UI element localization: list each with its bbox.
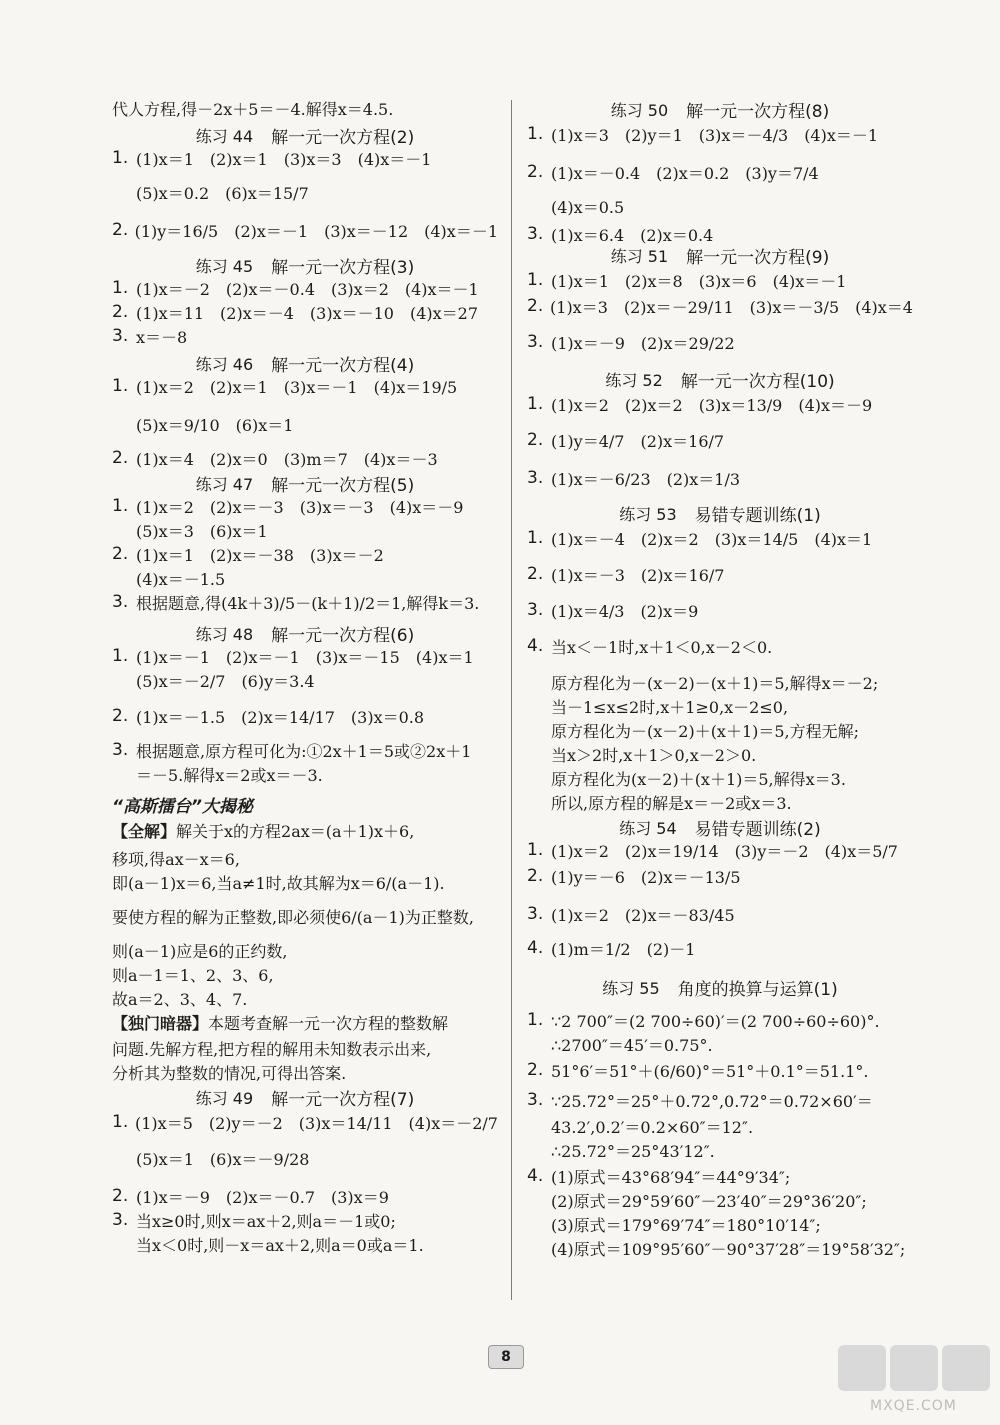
item-number: 3.: [112, 326, 129, 346]
answer-continuation: ∴25.72°＝25°43′12″.: [551, 1141, 715, 1161]
answer-continuation: 原方程化为(x－2)＋(x＋1)＝5,解得x＝3.: [551, 769, 846, 789]
paragraph-tag: 【全解】: [112, 821, 177, 841]
item-text: (1)x＝11 (2)x＝－4 (3)x＝－10 (4)x＝27: [136, 303, 479, 323]
item-text: (1)x＝－2 (2)x＝－0.4 (3)x＝2 (4)x＝－1: [136, 279, 479, 299]
item-text: (1)x＝3 (2)x＝－29/11 (3)x＝－3/5 (4)x＝4: [550, 297, 913, 317]
item-text: (1)y＝－6 (2)x＝－13/5: [551, 867, 741, 887]
section-heading: [112, 351, 498, 375]
item-number: 2.: [527, 162, 544, 182]
answer-item: [527, 122, 913, 146]
section-heading: [527, 367, 913, 391]
answer-continuation: 原方程化为－(x－2)＋(x＋1)＝5,方程无解;: [551, 721, 860, 741]
item-text: (1)x＝1 (2)x＝8 (3)x＝6 (4)x＝－1: [551, 271, 847, 291]
item-text: 当x≥0时,则x＝ax＋2,则a＝－1或0;: [136, 1211, 396, 1231]
section-title: 角度的换算与运算(1): [677, 979, 838, 1000]
answer-item: [527, 526, 913, 550]
answer-item: [527, 160, 913, 184]
text-line: 即(a－1)x＝6,当a≠1时,故其解为x＝6/(a－1).: [112, 873, 445, 893]
answer-continuation: (5)x＝9/10 (6)x＝1: [136, 415, 294, 435]
answer-item: [527, 294, 913, 318]
answer-continuation: 所以,原方程的解是x＝－2或x＝3.: [551, 793, 792, 813]
item-text: (1)x＝－1 (2)x＝－1 (3)x＝－15 (4)x＝1: [136, 647, 474, 667]
section-heading: [112, 123, 498, 147]
answer-continuation: (4)x＝－1.5: [136, 569, 226, 589]
item-number: 1.: [527, 1010, 544, 1030]
section-label: 练习 53: [619, 504, 677, 524]
item-number: 3.: [527, 904, 544, 924]
text-line: 问题.先解方程,把方程的解用未知数表示出来,: [112, 1039, 432, 1059]
answer-item: [527, 838, 913, 862]
answer-item: [527, 330, 913, 354]
paragraph-tag: 【独门暗器】: [112, 1013, 209, 1033]
item-number: 3.: [527, 332, 544, 352]
page-number: 8: [488, 1345, 524, 1369]
section-title: 易错专题训练(2): [694, 819, 821, 840]
answer-item: [112, 542, 498, 566]
item-text: (1)x＝－1.5 (2)x＝14/17 (3)x＝0.8: [136, 707, 425, 727]
answer-item: [112, 146, 498, 170]
section-title: 解一元一次方程(8): [686, 101, 830, 122]
section-title: 解一元一次方程(10): [680, 371, 835, 392]
section-label: 练习 47: [195, 474, 254, 494]
answer-continuation: 当x＞2时,x＋1＞0,x－2＞0.: [551, 745, 757, 765]
section-title: 解一元一次方程(9): [686, 247, 830, 268]
item-number: 3.: [527, 224, 544, 244]
answer-item: [112, 738, 498, 762]
item-text: (1)y＝16/5 (2)x＝－1 (3)x＝－12 (4)x＝－1: [134, 221, 498, 241]
answer-continuation: 43.2′,0.2′＝0.2×60″＝12″.: [551, 1117, 754, 1137]
item-number: 2.: [112, 706, 129, 726]
item-number: 1.: [112, 1112, 129, 1132]
section-title: 易错专题训练(1): [694, 505, 821, 526]
tagged-paragraph: [112, 818, 498, 842]
section-label: 练习 54: [619, 818, 677, 838]
answer-item: [112, 324, 498, 348]
item-text: (1)x＝6.4 (2)x＝0.4: [551, 225, 714, 245]
item-number: 2.: [112, 302, 129, 322]
item-number: 2.: [112, 220, 129, 240]
text-line: 代人方程,得－2x＋5＝－4.解得x＝4.5.: [112, 99, 394, 119]
section-heading: [527, 815, 913, 839]
item-text: (1)x＝3 (2)y＝1 (3)x＝－4/3 (4)x＝－1: [551, 125, 879, 145]
item-number: 2.: [527, 564, 544, 584]
answer-item: [527, 864, 913, 888]
item-number: 4.: [527, 636, 544, 656]
item-text: (1)x＝2 (2)x＝1 (3)x＝－1 (4)x＝19/5: [136, 377, 458, 397]
item-text: (1)x＝－9 (2)x＝－0.7 (3)x＝9: [136, 1187, 389, 1207]
section-label: 练习 48: [195, 624, 254, 644]
answer-item: [112, 1208, 498, 1232]
section-label: 练习 46: [195, 354, 254, 374]
answer-item: [112, 1110, 498, 1134]
answer-item: [112, 446, 498, 470]
item-number: 3.: [112, 592, 129, 612]
item-text: 当x＜－1时,x＋1＜0,x－2＜0.: [551, 637, 773, 657]
section-label: 练习 44: [195, 126, 254, 146]
section-label: 练习 55: [602, 978, 660, 998]
item-text: (1)x＝1 (2)x＝1 (3)x＝3 (4)x＝－1: [136, 149, 432, 169]
paragraph-text: 解关于x的方程2ax＝(a＋1)x＋6,: [176, 821, 415, 841]
text-line: 要使方程的解为正整数,即必须使6/(a－1)为正整数,: [112, 907, 474, 927]
item-text: (1)x＝－3 (2)x＝16/7: [551, 565, 725, 585]
answer-item: [112, 300, 498, 324]
item-text: (1)x＝2 (2)x＝－3 (3)x＝－3 (4)x＝－9: [136, 497, 464, 517]
answer-continuation: (3)原式＝179°69′74″＝180°10′14″;: [551, 1215, 821, 1235]
text-line: 则(a－1)应是6的正约数,: [112, 941, 288, 961]
answer-item: [112, 590, 498, 614]
item-number: 1.: [112, 646, 129, 666]
answer-continuation: (4)x＝0.5: [551, 197, 625, 217]
item-number: 3.: [112, 1210, 129, 1230]
item-number: 2.: [527, 430, 544, 450]
answer-continuation: ＝－5.解得x＝2或x＝－3.: [136, 765, 323, 785]
answer-item: [112, 276, 498, 300]
item-number: 1.: [112, 148, 129, 168]
item-number: 2.: [527, 866, 544, 886]
item-number: 2.: [112, 544, 129, 564]
text-line: 分析其为整数的情况,可得出答案.: [112, 1063, 347, 1083]
item-number: 3.: [527, 600, 544, 620]
item-number: 1.: [112, 376, 129, 396]
answer-continuation: (5)x＝1 (6)x＝－9/28: [136, 1149, 310, 1169]
item-number: 3.: [527, 468, 544, 488]
answer-item: [527, 466, 913, 490]
answer-continuation: (4)原式＝109°95′60″－90°37′28″＝19°58′32″;: [551, 1239, 906, 1259]
section-label: 练习 49: [195, 1088, 254, 1108]
answer-continuation: 当－1≤x≤2时,x＋1≥0,x－2≤0,: [551, 697, 789, 717]
item-text: (1)x＝5 (2)y＝－2 (3)x＝14/11 (4)x＝－2/7: [135, 1113, 498, 1133]
section-heading: [527, 97, 913, 121]
item-number: 4.: [527, 938, 544, 958]
answer-item: [527, 598, 913, 622]
item-text: x＝－8: [136, 327, 188, 347]
item-text: ∵2 700″＝(2 700÷60)′＝(2 700÷60÷60)°.: [551, 1011, 880, 1031]
section-label: 练习 52: [605, 370, 663, 390]
section-title: 解一元一次方程(3): [271, 257, 415, 278]
answer-item: [112, 704, 498, 728]
section-heading: [527, 243, 913, 267]
item-text: ∵25.72°＝25°＋0.72°,0.72°＝0.72×60′＝: [551, 1091, 873, 1111]
item-number: 1.: [527, 394, 544, 414]
item-number: 1.: [527, 124, 544, 144]
watermark-url: MXQE.COM: [870, 1398, 957, 1414]
item-number: 1.: [112, 278, 129, 298]
item-number: 2.: [527, 296, 544, 316]
item-number: 3.: [112, 740, 129, 760]
item-text: (1)x＝2 (2)x＝19/14 (3)y＝－2 (4)x＝5/7: [551, 841, 898, 861]
answer-item: [112, 218, 498, 242]
item-text: (1)x＝－9 (2)x＝29/22: [551, 333, 735, 353]
item-text: (1)y＝4/7 (2)x＝16/7: [551, 431, 725, 451]
answer-continuation: 原方程化为－(x－2)－(x＋1)＝5,解得x＝－2;: [551, 673, 879, 693]
answer-continuation: (5)x＝0.2 (6)x＝15/7: [136, 183, 309, 203]
section-label: 练习 50: [610, 100, 669, 120]
text-line: 移项,得ax－x＝6,: [112, 849, 240, 869]
answer-continuation: 当x＜0时,则－x＝ax＋2,则a＝0或a＝1.: [136, 1235, 424, 1255]
feature-heading: “高斯擂台”大揭秘: [112, 796, 253, 817]
answer-item: [527, 1088, 913, 1112]
item-text: 根据题意,得(4k＋3)/5－(k＋1)/2＝1,解得k＝3.: [136, 593, 480, 613]
section-title: 解一元一次方程(4): [271, 355, 415, 376]
tagged-paragraph: [112, 1010, 498, 1034]
section-heading: [112, 621, 498, 645]
item-number: 3.: [527, 1090, 544, 1110]
item-text: (1)x＝2 (2)x＝2 (3)x＝13/9 (4)x＝－9: [551, 395, 873, 415]
answer-item: [527, 936, 913, 960]
section-title: 解一元一次方程(7): [271, 1089, 415, 1110]
answer-item: [112, 644, 498, 668]
item-text: 根据题意,原方程可化为:①2x＋1＝5或②2x＋1: [136, 741, 472, 761]
item-text: (1)x＝－6/23 (2)x＝1/3: [551, 469, 741, 489]
item-text: (1)x＝－4 (2)x＝2 (3)x＝14/5 (4)x＝1: [551, 529, 873, 549]
item-text: (1)x＝1 (2)x＝－38 (3)x＝－2: [136, 545, 384, 565]
answer-item: [527, 1164, 913, 1188]
section-title: 解一元一次方程(6): [271, 625, 415, 646]
answer-item: [527, 1008, 913, 1032]
answer-item: [527, 902, 913, 926]
section-heading: [527, 975, 913, 999]
section-label: 练习 45: [195, 256, 254, 276]
item-text: (1)x＝4/3 (2)x＝9: [551, 601, 699, 621]
item-number: 2.: [112, 448, 129, 468]
item-number: 1.: [527, 840, 544, 860]
item-text: 51°6′＝51°＋(6/60)°＝51°＋0.1°＝51.1°.: [551, 1061, 869, 1081]
column-divider: [511, 100, 512, 1300]
item-text: (1)x＝4 (2)x＝0 (3)m＝7 (4)x＝－3: [136, 449, 438, 469]
answer-item: [112, 494, 498, 518]
item-number: 1.: [112, 496, 129, 516]
item-text: (1)x＝2 (2)x＝－83/45: [551, 905, 735, 925]
item-text: (1)m＝1/2 (2)－1: [551, 939, 696, 959]
answer-item: [112, 1184, 498, 1208]
answer-item: [527, 428, 913, 452]
paragraph-text: 本题考查解一元一次方程的整数解: [208, 1013, 449, 1033]
section-heading: [112, 253, 498, 277]
text-line: 则a－1＝1、2、3、6,: [112, 965, 274, 985]
section-heading: [112, 1085, 498, 1109]
answer-item: [527, 562, 913, 586]
answer-item: [527, 1058, 913, 1082]
section-title: 解一元一次方程(5): [271, 475, 415, 496]
answer-item: [112, 374, 498, 398]
answer-continuation: (5)x＝3 (6)x＝1: [136, 521, 268, 541]
answer-item: [527, 634, 913, 658]
answer-continuation: ∴2700″＝45′＝0.75°.: [551, 1035, 713, 1055]
section-label: 练习 51: [610, 246, 669, 266]
answer-item: [527, 392, 913, 416]
section-title: 解一元一次方程(2): [271, 127, 415, 148]
answer-continuation: (5)x＝－2/7 (6)y＝3.4: [136, 671, 315, 691]
item-number: 4.: [527, 1166, 544, 1186]
item-number: 2.: [112, 1186, 129, 1206]
answer-continuation: (2)原式＝29°59′60″－23′40″＝29°36′20″;: [551, 1191, 867, 1211]
item-number: 2.: [527, 1060, 544, 1080]
item-text: (1)原式＝43°68′94″＝44°9′34″;: [551, 1167, 791, 1187]
section-heading: [112, 471, 498, 495]
item-number: 1.: [527, 270, 544, 290]
answer-item: [527, 268, 913, 292]
text-line: 故a＝2、3、4、7.: [112, 989, 248, 1009]
item-text: (1)x＝－0.4 (2)x＝0.2 (3)y＝7/4: [551, 163, 819, 183]
section-heading: [527, 501, 913, 525]
item-number: 1.: [527, 528, 544, 548]
